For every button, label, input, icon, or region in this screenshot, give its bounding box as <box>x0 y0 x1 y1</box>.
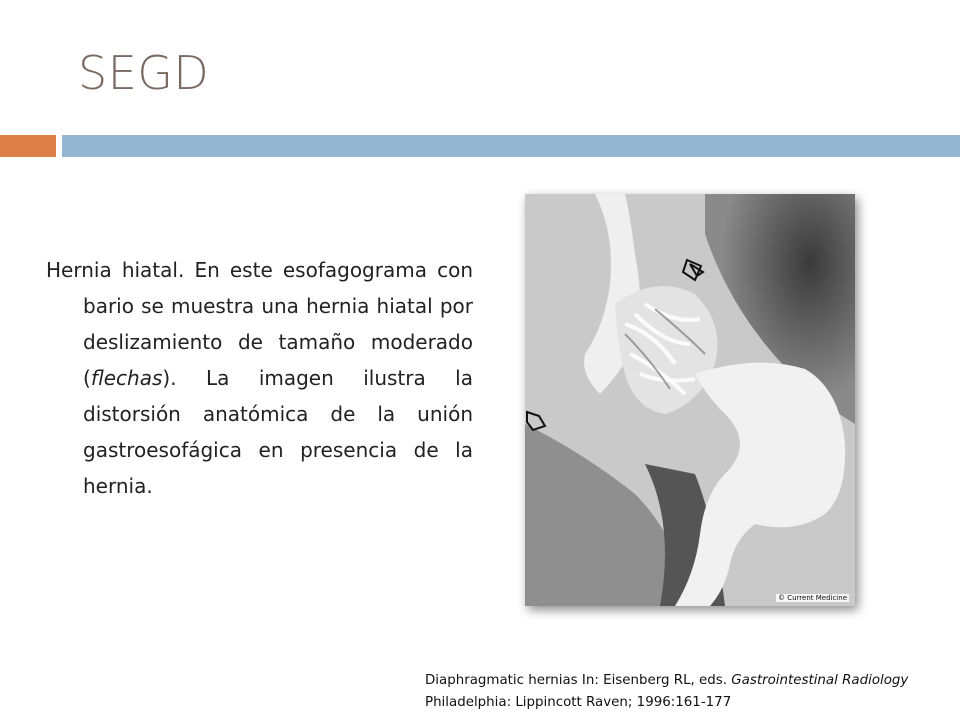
citation-line1 <box>425 670 960 692</box>
xray-graphic <box>525 194 855 606</box>
body-text-italic: flechas <box>90 366 163 390</box>
citation <box>425 670 960 714</box>
accent-bar-orange <box>0 135 56 157</box>
citation-line2: Philadelphia: Lippincott Raven; 1996:161-177 <box>425 695 732 710</box>
body-text-part1: Hernia hiatal. En este esofagograma con bario se muestra una hernia hiatal por deslizamiento de tamaño moderado ( <box>46 258 473 390</box>
citation-line1-plain: Diaphragmatic hernias In: Eisenberg RL, eds. <box>425 673 732 688</box>
accent-bar-blue <box>62 135 960 157</box>
citation-line1-italic: Gastrointestinal Radiology <box>731 673 909 688</box>
image-credit: © Current Medicine <box>777 594 847 602</box>
xray-image <box>525 194 855 606</box>
body-text-part2: ). La imagen ilustra la distorsión anatómica de la unión gastroesofágica en presencia de la hernia. <box>83 366 473 498</box>
body-paragraph <box>46 252 473 504</box>
slide-title: SEGD <box>78 46 210 100</box>
